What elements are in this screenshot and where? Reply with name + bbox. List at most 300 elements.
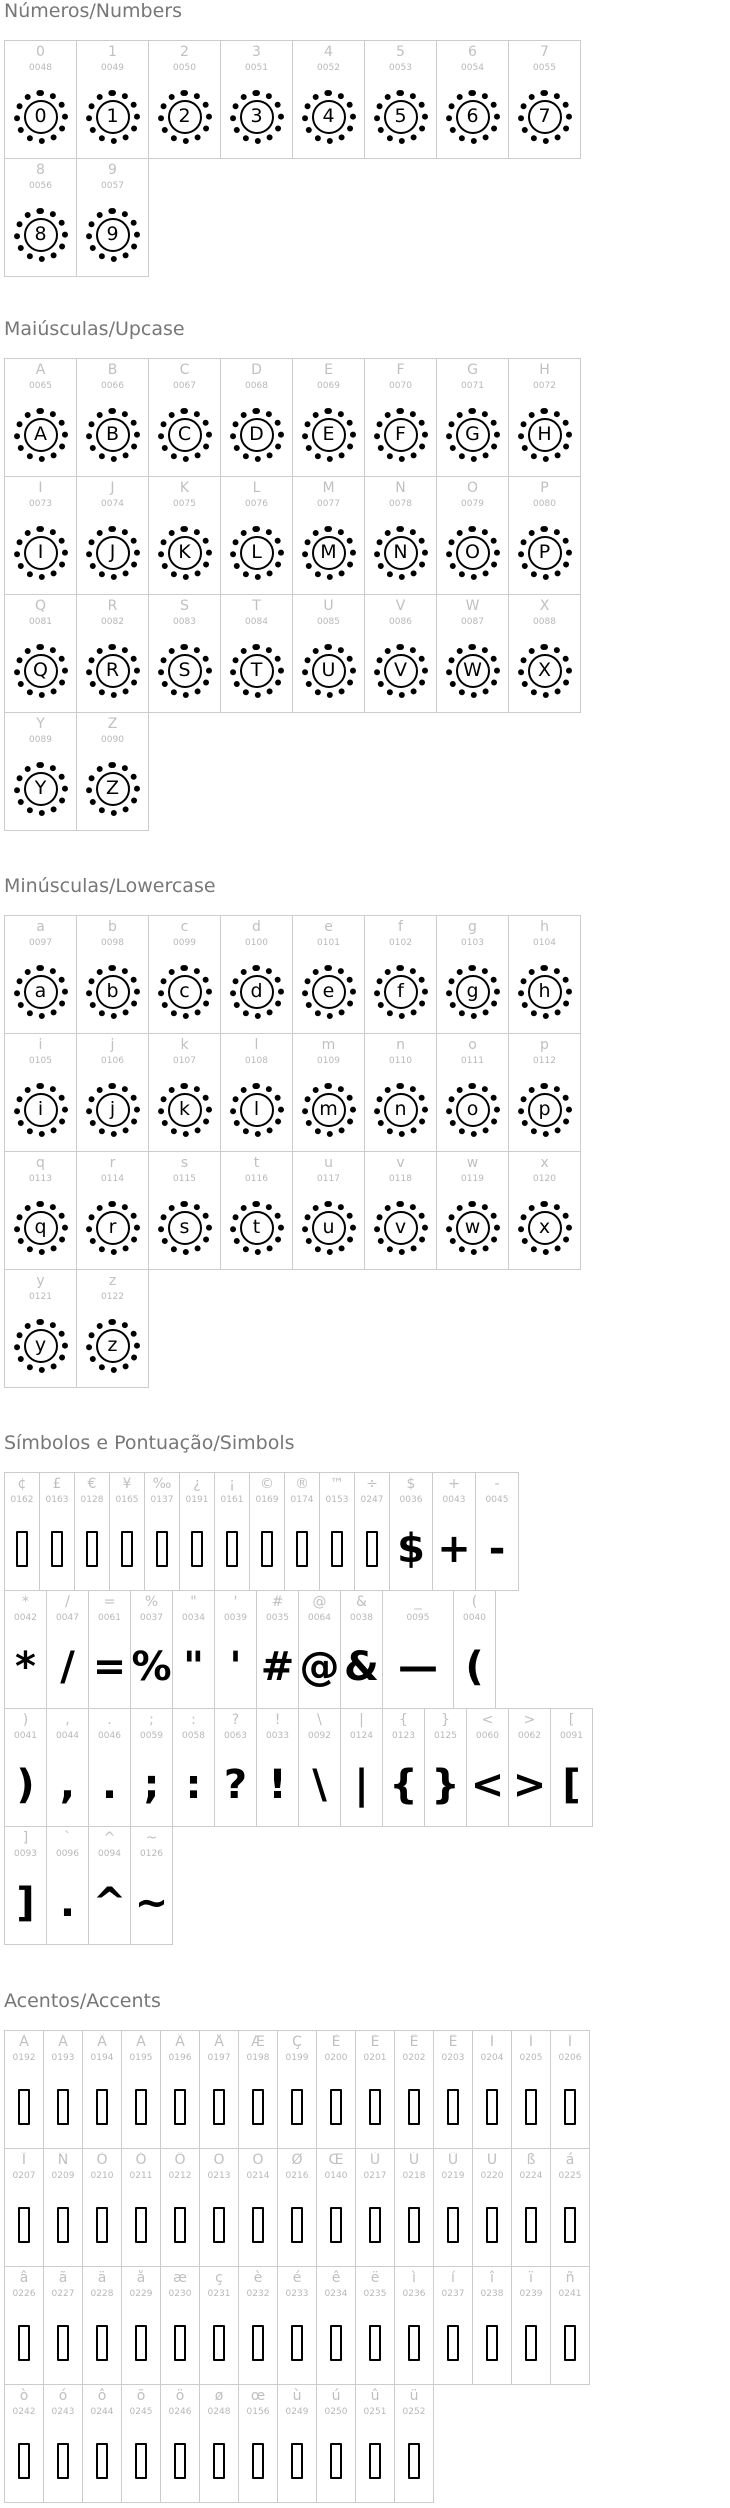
glyph-cell (433, 2148, 473, 2267)
glyph-char-label: ! (274, 1712, 281, 1728)
glyph-char-label: } (441, 1712, 450, 1728)
glyph-char-label: û (370, 2388, 380, 2404)
glyph-code: 0082 (101, 617, 124, 627)
glyph-char-label: € (87, 1476, 97, 1492)
glyph-code: 0086 (389, 617, 412, 627)
glyph-char-label: N (395, 480, 406, 496)
glyph-sample (437, 513, 508, 592)
glyph-code: 0116 (245, 1174, 268, 1184)
glyph-cell (316, 2030, 356, 2149)
glyph-code: 0049 (101, 63, 124, 73)
glyph-code: 0059 (140, 1731, 163, 1741)
glyph-code: 0094 (98, 1849, 121, 1859)
dotted-ring-glyph (86, 208, 140, 262)
glyph-char-label: á (565, 2152, 575, 2168)
glyph-sample (221, 1070, 292, 1149)
glyph-cell (364, 1033, 437, 1152)
glyph-cell (121, 2148, 161, 2267)
dotted-ring-glyph (230, 644, 284, 698)
missing-glyph-box (369, 2325, 381, 2361)
glyph-code: 0074 (101, 499, 124, 509)
glyph-sample (365, 952, 436, 1031)
glyph-sample (47, 1745, 88, 1824)
glyph-cell (4, 594, 77, 713)
glyph-code: 0199 (285, 2053, 309, 2063)
glyph-sample (200, 2185, 238, 2264)
glyph-sample (395, 2185, 433, 2264)
glyph-char-label: # (271, 1594, 284, 1610)
glyph-inner: 0 (24, 100, 58, 134)
glyph-cell (472, 2030, 512, 2149)
glyph-code: 0210 (90, 2171, 114, 2181)
glyph-code: 0115 (173, 1174, 196, 1184)
glyph-code: 0195 (129, 2053, 153, 2063)
glyph-cell (508, 40, 581, 159)
missing-glyph-box (408, 2089, 420, 2125)
glyph-cell (284, 1472, 320, 1591)
glyph-sample (5, 749, 76, 828)
glyph-code: 0200 (324, 2053, 348, 2063)
glyph-inner: 5 (384, 100, 418, 134)
glyph-inner: G (456, 418, 490, 452)
glyph-sample (5, 1509, 39, 1588)
glyph-sample (221, 513, 292, 592)
glyph-cell (292, 594, 365, 713)
glyph-cell (43, 2030, 83, 2149)
glyph-code: 0043 (442, 1495, 466, 1505)
glyph-inner: w (456, 1211, 490, 1245)
missing-glyph-box (525, 2089, 537, 2125)
glyph-char-label: ¡ (229, 1476, 235, 1492)
glyph-cell (238, 2384, 278, 2503)
missing-glyph-box (156, 1531, 168, 1567)
glyph-inner: i (24, 1093, 58, 1127)
glyph-char-label: e (324, 919, 333, 935)
missing-glyph-box (330, 2325, 342, 2361)
glyph-code: 0194 (90, 2053, 114, 2063)
glyph-sample (221, 1188, 292, 1267)
glyph-char-label: p (540, 1037, 549, 1053)
glyph-sample (293, 77, 364, 156)
dotted-ring-glyph (230, 526, 284, 580)
glyph-cell (277, 2030, 317, 2149)
glyph-symbol: ' (229, 1643, 242, 1690)
glyph-inner: k (168, 1093, 202, 1127)
glyph-row (4, 2266, 589, 2385)
glyph-code: 0234 (324, 2289, 348, 2299)
dotted-ring-glyph (86, 1201, 140, 1255)
glyph-sample (512, 2303, 550, 2382)
glyph-cell (511, 2266, 551, 2385)
glyph-char-label: É (370, 2034, 380, 2050)
glyph-char-label: o (468, 1037, 477, 1053)
glyph-sample (239, 2067, 277, 2146)
glyph-sample (89, 1627, 130, 1706)
glyph-inner: Z (96, 772, 130, 806)
glyph-sample (215, 1745, 256, 1824)
dotted-ring-glyph (158, 1201, 212, 1255)
glyph-cell (319, 1472, 355, 1591)
glyph-char-label: y (36, 1273, 45, 1289)
glyph-cell (466, 1708, 509, 1827)
dotted-ring-glyph (446, 408, 500, 462)
glyph-code: 0120 (533, 1174, 556, 1184)
glyph-code: 0087 (461, 617, 484, 627)
glyph-cell (121, 2030, 161, 2149)
glyph-code: 0092 (308, 1731, 331, 1741)
glyph-char-label: ™ (330, 1476, 344, 1492)
glyph-char-label: I (38, 480, 43, 496)
glyph-code: 0051 (245, 63, 268, 73)
dotted-ring-glyph (14, 1319, 68, 1373)
glyph-row (4, 2384, 433, 2503)
dotted-ring-glyph (374, 526, 428, 580)
glyph-code: 0114 (101, 1174, 124, 1184)
glyph-char-label: _ (414, 1594, 422, 1610)
glyph-sample (356, 2303, 394, 2382)
glyph-sample (145, 1509, 179, 1588)
glyph-char-label: Ó (135, 2152, 147, 2168)
glyph-char-label: ã (58, 2270, 68, 2286)
glyph-sample (110, 1509, 144, 1588)
glyph-sample (437, 1188, 508, 1267)
dotted-ring-glyph (518, 408, 572, 462)
glyph-inner: U (312, 654, 346, 688)
glyph-inner: E (312, 418, 346, 452)
glyph-cell (76, 476, 149, 595)
glyph-inner: 7 (528, 100, 562, 134)
missing-glyph-box (57, 2207, 69, 2243)
glyph-symbol: = (92, 1643, 127, 1690)
glyph-symbol: < (470, 1761, 505, 1808)
glyph-code: 0075 (173, 499, 196, 509)
glyph-code: 0243 (51, 2407, 75, 2417)
glyph-sample (77, 749, 148, 828)
glyph-inner: d (240, 975, 274, 1009)
glyph-symbol: - (488, 1525, 506, 1572)
glyph-char-label: z (108, 1273, 117, 1289)
glyph-cell (4, 915, 77, 1034)
glyph-cell (298, 1590, 341, 1709)
dotted-ring-glyph (86, 1083, 140, 1137)
missing-glyph-box (525, 2207, 537, 2243)
glyph-sample (131, 1863, 172, 1942)
glyph-code: 0216 (285, 2171, 309, 2181)
glyph-code: 0217 (363, 2171, 387, 2181)
glyph-sample (365, 1188, 436, 1267)
glyph-sample (5, 195, 76, 274)
dotted-ring-glyph (302, 526, 356, 580)
glyph-sample (433, 1509, 475, 1588)
missing-glyph-box (18, 2325, 30, 2361)
glyph-sample (75, 1509, 109, 1588)
glyph-inner: q (24, 1211, 58, 1245)
glyph-sample (40, 1509, 74, 1588)
glyph-inner: 9 (96, 218, 130, 252)
dotted-ring-glyph (374, 1083, 428, 1137)
glyph-cell (4, 1472, 40, 1591)
glyph-code: 0198 (246, 2053, 270, 2063)
glyph-cell (172, 1590, 215, 1709)
glyph-code: 0056 (29, 181, 52, 191)
dotted-ring-glyph (14, 90, 68, 144)
glyph-code: 0065 (29, 381, 52, 391)
dotted-ring-glyph (302, 965, 356, 1019)
missing-glyph-box (408, 2207, 420, 2243)
glyph-code: 0196 (168, 2053, 192, 2063)
glyph-cell (394, 2030, 434, 2149)
glyph-code: 0209 (51, 2171, 75, 2181)
missing-glyph-box (408, 2325, 420, 2361)
glyph-cell (364, 476, 437, 595)
glyph-sample (509, 1070, 580, 1149)
glyph-sample (5, 1306, 76, 1385)
glyph-char-label: \ (317, 1712, 322, 1728)
glyph-char-label: Í (528, 2034, 534, 2050)
glyph-sample (5, 1070, 76, 1149)
glyph-sample (425, 1745, 466, 1824)
glyph-code: 0219 (441, 2171, 465, 2181)
glyph-cell (4, 476, 77, 595)
glyph-inner: Q (24, 654, 58, 688)
glyph-code: 0251 (363, 2407, 387, 2417)
glyph-char-label: Ú (408, 2152, 420, 2168)
glyph-code: 0042 (14, 1613, 37, 1623)
glyph-row (4, 1472, 518, 1591)
glyph-sample (356, 2421, 394, 2500)
glyph-cell (220, 358, 293, 477)
glyph-sample (221, 395, 292, 474)
glyph-cell (4, 712, 77, 831)
glyph-code: 0197 (207, 2053, 231, 2063)
glyph-cell (436, 476, 509, 595)
glyph-sample (509, 513, 580, 592)
glyph-code: 0235 (363, 2289, 387, 2299)
glyph-cell (424, 1708, 467, 1827)
glyph-code: 0125 (434, 1731, 457, 1741)
glyph-row (4, 915, 580, 1034)
glyph-char-label: Æ (251, 2034, 265, 2050)
glyph-sample (77, 77, 148, 156)
glyph-char-label: & (356, 1594, 367, 1610)
dotted-ring-glyph (14, 408, 68, 462)
glyph-char-label: Ô (174, 2152, 186, 2168)
dotted-ring-glyph (374, 408, 428, 462)
glyph-char-label: î (490, 2270, 494, 2286)
glyph-cell (292, 40, 365, 159)
glyph-cell (4, 1269, 77, 1388)
glyph-char-label: x (540, 1155, 549, 1171)
glyph-code: 0106 (101, 1056, 124, 1066)
missing-glyph-box (369, 2443, 381, 2479)
glyph-inner: F (384, 418, 418, 452)
dotted-ring-glyph (86, 965, 140, 1019)
glyph-char-label: - (494, 1476, 500, 1492)
glyph-symbol: | (354, 1761, 369, 1808)
glyph-cell (160, 2384, 200, 2503)
glyph-cell (389, 1472, 433, 1591)
dotted-ring-glyph (230, 408, 284, 462)
glyph-code: 0236 (402, 2289, 426, 2299)
glyph-cell (220, 594, 293, 713)
glyph-cell (76, 40, 149, 159)
glyph-sample (293, 395, 364, 474)
glyph-code: 0072 (533, 381, 556, 391)
glyph-cell (511, 2030, 551, 2149)
glyph-char-label: 9 (108, 162, 117, 178)
glyph-inner: v (384, 1211, 418, 1245)
glyph-sample (317, 2185, 355, 2264)
glyph-cell (249, 1472, 285, 1591)
glyph-code: 0213 (207, 2171, 231, 2181)
glyph-code: 0121 (29, 1292, 52, 1302)
glyph-code: 0252 (402, 2407, 426, 2417)
glyph-sample (395, 2067, 433, 2146)
glyph-sample (5, 2185, 43, 2264)
missing-glyph-box (291, 2207, 303, 2243)
dotted-ring-glyph (14, 762, 68, 816)
glyph-cell (76, 158, 149, 277)
missing-glyph-box (213, 2443, 225, 2479)
glyph-cell (109, 1472, 145, 1591)
glyph-code: 0097 (29, 938, 52, 948)
glyph-inner: m (312, 1093, 346, 1127)
glyph-symbol: . (59, 1879, 76, 1926)
glyph-char-label: q (36, 1155, 45, 1171)
glyph-sample (476, 1509, 518, 1588)
dotted-ring-glyph (158, 526, 212, 580)
glyph-code: 0250 (324, 2407, 348, 2417)
missing-glyph-box (447, 2089, 459, 2125)
glyph-code: 0117 (317, 1174, 340, 1184)
glyph-sample (356, 2067, 394, 2146)
glyph-code: 0237 (441, 2289, 465, 2299)
glyph-code: 0040 (463, 1613, 486, 1623)
glyph-symbol: ? (223, 1761, 248, 1808)
glyph-row (4, 2148, 589, 2267)
glyph-sample (278, 2421, 316, 2500)
glyph-char-label: å (136, 2270, 146, 2286)
glyph-cell (76, 358, 149, 477)
dotted-ring-glyph (14, 965, 68, 1019)
glyph-char-label: Ë (448, 2034, 458, 2050)
glyph-char-label: ® (295, 1476, 309, 1492)
glyph-sample (285, 1509, 319, 1588)
glyph-sample (77, 395, 148, 474)
glyph-sample (149, 631, 220, 710)
glyph-char-label: ó (58, 2388, 68, 2404)
missing-glyph-box (135, 2089, 147, 2125)
glyph-inner: x (528, 1211, 562, 1245)
glyph-inner: W (456, 654, 490, 688)
glyph-sample (149, 395, 220, 474)
glyph-char-label: E (324, 362, 333, 378)
glyph-code: 0113 (29, 1174, 52, 1184)
glyph-sample (77, 1070, 148, 1149)
glyph-char-label: ì (412, 2270, 416, 2286)
glyph-sample (454, 1627, 495, 1706)
glyph-char-label: ç (215, 2270, 223, 2286)
glyph-code: 0035 (266, 1613, 289, 1623)
glyph-code: 0192 (12, 2053, 36, 2063)
glyph-sample (83, 2303, 121, 2382)
glyph-row (4, 1826, 172, 1945)
glyph-sample (44, 2421, 82, 2500)
glyph-sample (293, 952, 364, 1031)
dotted-ring-glyph (230, 965, 284, 1019)
missing-glyph-box (213, 2089, 225, 2125)
glyph-code: 0071 (461, 381, 484, 391)
glyph-sample (5, 2067, 43, 2146)
glyph-char-label: £ (52, 1476, 62, 1492)
glyph-sample (278, 2067, 316, 2146)
glyph-cell (130, 1826, 173, 1945)
glyph-code: 0084 (245, 617, 268, 627)
glyph-char-label: ¢ (17, 1476, 27, 1492)
glyph-sample (395, 2303, 433, 2382)
glyph-sample (299, 1745, 340, 1824)
missing-glyph-box (96, 2325, 108, 2361)
glyph-sample (77, 952, 148, 1031)
glyph-row (4, 476, 580, 595)
glyph-cell (148, 40, 221, 159)
glyph-char-label: Ç (292, 2034, 302, 2050)
glyph-symbol: : (185, 1761, 202, 1808)
glyph-char-label: ï (529, 2270, 533, 2286)
glyph-code: 0214 (246, 2171, 270, 2181)
dotted-ring-glyph (14, 1083, 68, 1137)
glyph-char-label: © (260, 1476, 274, 1492)
glyph-cell (220, 1151, 293, 1270)
glyph-sample (149, 77, 220, 156)
glyph-sample (215, 1509, 249, 1588)
glyph-char-label: 1 (108, 44, 117, 60)
glyph-cell (4, 1590, 47, 1709)
glyph-cell (76, 915, 149, 1034)
glyph-char-label: X (539, 598, 550, 614)
dotted-ring-glyph (446, 1201, 500, 1255)
glyph-cell (148, 358, 221, 477)
glyph-sample (5, 952, 76, 1031)
glyph-inner: T (240, 654, 274, 688)
glyph-char-label: 2 (180, 44, 189, 60)
glyph-code: 0230 (168, 2289, 192, 2299)
glyph-char-label: j (110, 1037, 115, 1053)
missing-glyph-box (57, 2443, 69, 2479)
glyph-char-label: Û (447, 2152, 459, 2168)
missing-glyph-box (174, 2325, 186, 2361)
glyph-sample (551, 2185, 589, 2264)
glyph-cell (364, 1151, 437, 1270)
glyph-cell (76, 594, 149, 713)
dotted-ring-glyph (518, 644, 572, 698)
glyph-char-label: O (466, 480, 479, 496)
glyph-char-label: ò (19, 2388, 29, 2404)
dotted-ring-glyph (86, 644, 140, 698)
glyph-code: 0048 (29, 63, 52, 73)
glyph-code: 0227 (51, 2289, 75, 2299)
glyph-cell (121, 2384, 161, 2503)
dotted-ring-glyph (446, 965, 500, 1019)
glyph-cell (316, 2148, 356, 2267)
missing-glyph-box (261, 1531, 273, 1567)
glyph-char-label: Ù (369, 2152, 381, 2168)
glyph-sample (317, 2421, 355, 2500)
dotted-ring-glyph (446, 526, 500, 580)
dotted-ring-glyph (158, 1083, 212, 1137)
glyph-char-label: ñ (565, 2270, 575, 2286)
glyph-sample (437, 395, 508, 474)
